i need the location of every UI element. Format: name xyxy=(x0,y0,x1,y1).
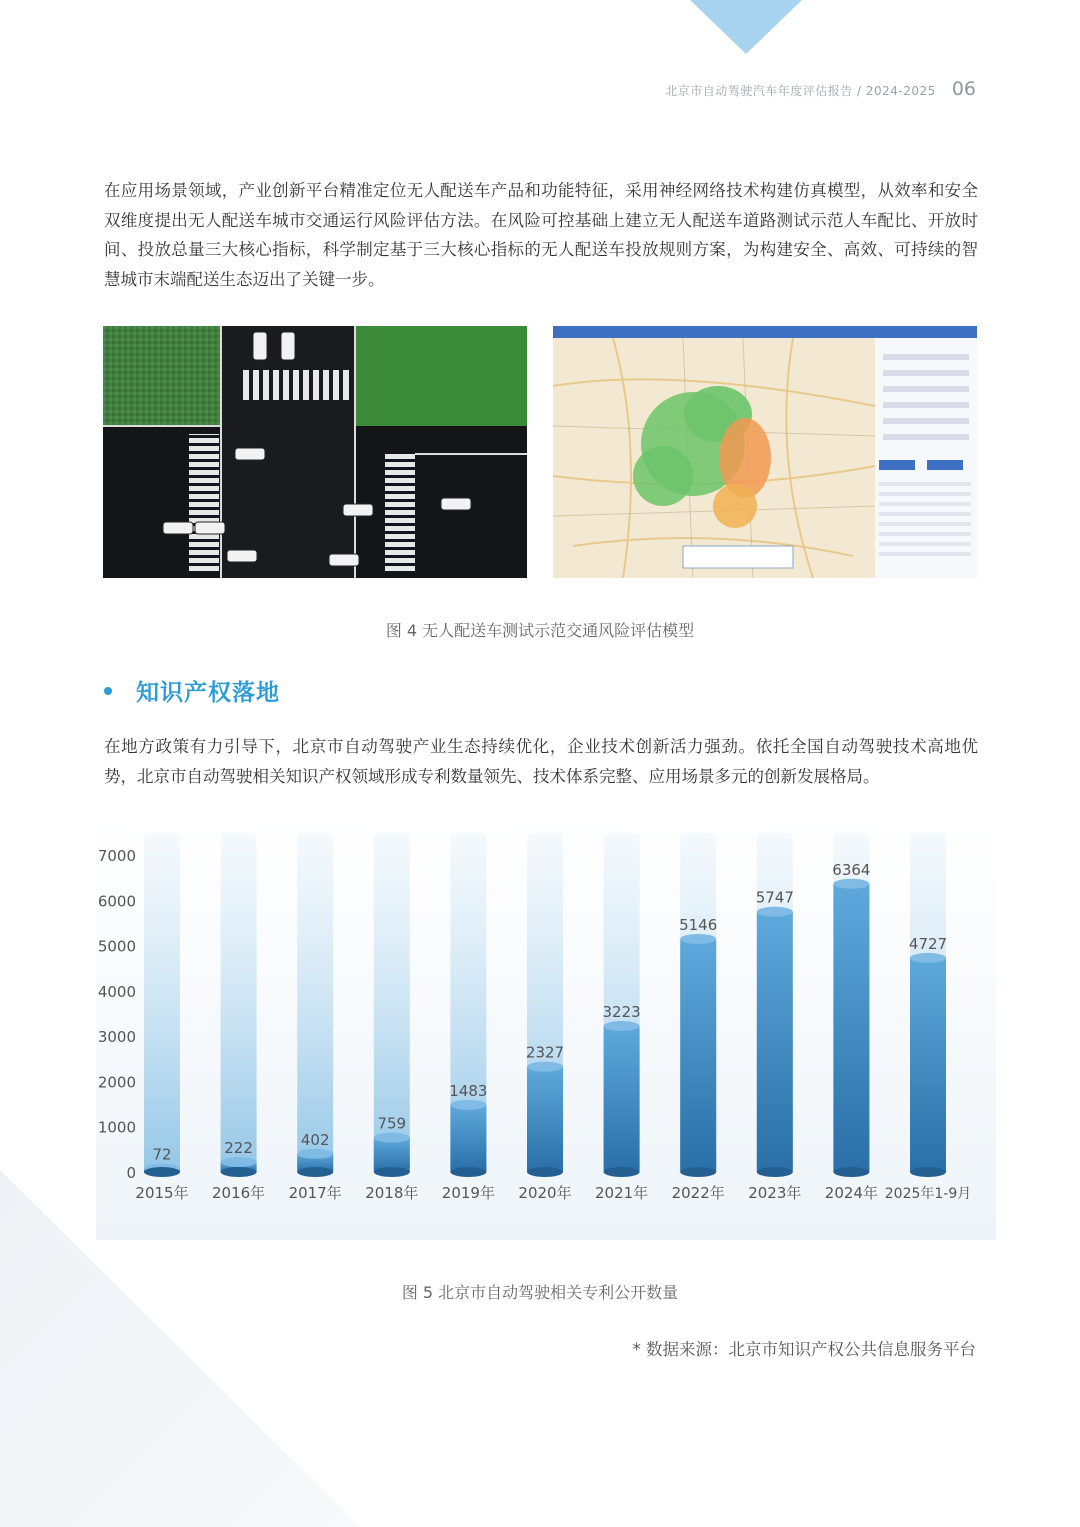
ip-paragraph: 在地方政策有力引导下，北京市自动驾驶产业生态持续优化，企业技术创新活力强劲。依托全国自动驾驶技术高地优势，北京市自动驾驶相关知识产权领域形成专利数量领先、技术体系完整、应用场景多元的创新发展格局。 xyxy=(104,737,978,786)
bar-base xyxy=(374,1167,410,1177)
bar xyxy=(757,912,793,1172)
bar-cap xyxy=(297,1149,333,1159)
bar xyxy=(450,1105,486,1172)
bar-base xyxy=(450,1167,486,1177)
x-tick-label: 2025年1-9月 xyxy=(884,1186,972,1202)
x-tick-label: 2020年 xyxy=(518,1184,572,1202)
data-label: 72 xyxy=(152,1145,172,1164)
bar xyxy=(680,939,716,1172)
bar-cap xyxy=(757,907,793,917)
bar-cap xyxy=(527,1062,563,1072)
bar xyxy=(374,1138,410,1172)
bar-base xyxy=(144,1167,180,1177)
intro-paragraph: 在应用场景领域，产业创新平台精准定位无人配送车产品和功能特征，采用神经网络技术构建仿真模型，从效率和安全双维度提出无人配送车城市交通运行风险评估方法。在风险可控基础上建立无人配送车道路测试示范人车配比、开放时间、投放总量三大核心指标，科学制定基于三大核心指标的无人配送车投放规则方案，为构建安全、高效、可持续的智慧城市末端配送生态迈出了关键一步。 xyxy=(104,181,978,289)
bar-track xyxy=(144,833,180,1172)
data-source-note: * 数据来源：北京市知识产权公共信息服务平台 xyxy=(632,1340,976,1359)
data-label: 4727 xyxy=(908,934,948,953)
x-tick-label: 2017年 xyxy=(288,1184,342,1202)
data-label: 3223 xyxy=(602,1003,641,1022)
bar-track xyxy=(297,833,333,1172)
x-tick-label: 2016年 xyxy=(212,1184,266,1202)
data-label: 5146 xyxy=(679,915,718,934)
bar-base xyxy=(757,1167,793,1177)
bar-cap xyxy=(221,1157,257,1167)
bullet-icon xyxy=(104,687,112,695)
bar-cap xyxy=(374,1133,410,1143)
x-tick-label: 2022年 xyxy=(671,1184,725,1202)
x-tick-label: 2019年 xyxy=(441,1184,495,1202)
x-tick-label: 2018年 xyxy=(365,1184,419,1202)
bar-cap xyxy=(910,953,946,963)
y-tick-label: 0 xyxy=(126,1164,136,1182)
data-label: 5747 xyxy=(755,888,794,907)
y-tick-label: 1000 xyxy=(97,1118,136,1137)
patent-bar-chart xyxy=(96,820,996,1240)
risk-heatmap-image xyxy=(553,326,977,578)
bar-track xyxy=(221,833,257,1172)
section-heading xyxy=(104,674,280,707)
bar-cap xyxy=(604,1021,640,1031)
data-label: 759 xyxy=(377,1114,407,1133)
page-number: 06 xyxy=(951,78,976,100)
bar-base xyxy=(680,1167,716,1177)
bar-cap xyxy=(680,934,716,944)
data-label: 2327 xyxy=(525,1043,565,1062)
y-tick-label: 6000 xyxy=(97,892,136,911)
figure4-caption: 图 4 无人配送车测试示范交通风险评估模型 xyxy=(385,621,695,640)
y-tick-label: 5000 xyxy=(97,937,136,956)
y-tick-label: 3000 xyxy=(97,1028,136,1047)
bar-base xyxy=(527,1167,563,1177)
bar xyxy=(527,1067,563,1172)
data-label: 402 xyxy=(300,1130,330,1149)
x-tick-label: 2024年 xyxy=(824,1184,878,1202)
x-tick-label: 2015年 xyxy=(135,1184,189,1202)
y-tick-label: 2000 xyxy=(97,1073,136,1092)
bar-cap xyxy=(833,879,869,889)
page-header xyxy=(665,78,976,102)
y-tick-label: 7000 xyxy=(97,847,136,865)
bar-base xyxy=(604,1167,640,1177)
report-title: 北京市自动驾驶汽车年度评估报告 / 2024-2025 xyxy=(665,84,936,98)
section-title: 知识产权落地 xyxy=(136,680,280,706)
data-label: 222 xyxy=(224,1138,253,1157)
figure5-caption: 图 5 北京市自动驾驶相关专利公开数量 xyxy=(401,1283,679,1302)
bar-base xyxy=(910,1167,946,1177)
bar-cap xyxy=(450,1100,486,1110)
bar-base xyxy=(833,1167,869,1177)
decorative-triangle xyxy=(690,0,802,54)
intersection-simulation-image xyxy=(103,326,527,578)
data-label: 1483 xyxy=(449,1081,488,1100)
bar xyxy=(604,1026,640,1172)
bar xyxy=(833,884,869,1172)
data-label: 6364 xyxy=(832,860,871,879)
bar-base xyxy=(297,1167,333,1177)
bar-base xyxy=(221,1167,257,1177)
x-tick-label: 2021年 xyxy=(595,1184,649,1202)
y-tick-label: 4000 xyxy=(97,982,136,1001)
bar xyxy=(910,958,946,1172)
x-tick-label: 2023年 xyxy=(748,1184,802,1202)
